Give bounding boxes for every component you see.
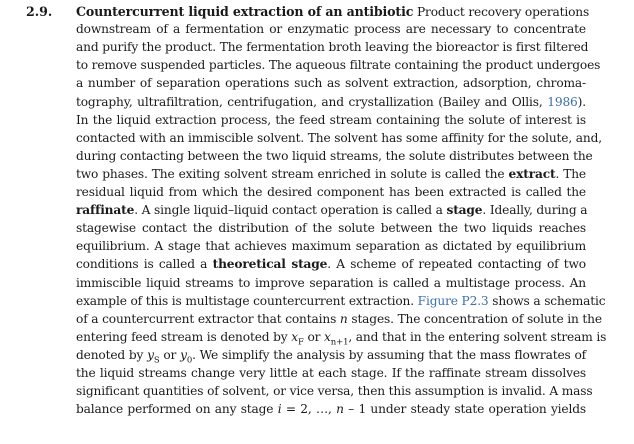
text-run: 0 <box>186 355 193 366</box>
text-run: . A single liquid–liquid contact operation is called a <box>134 203 447 218</box>
text-run: to remove suspended particles. The aqueous filtrate containing the product undergoes <box>76 58 601 73</box>
text-run: – 1 under steady state operation yields <box>343 402 586 417</box>
text-run: contacted with an immiscible solvent. The solvent has some affinity for the solute, and, <box>76 130 602 145</box>
text-run: a number of separation operations such as solvent extraction, adsorption, chroma- <box>76 76 586 91</box>
text-line <box>76 39 589 56</box>
text-run: residual liquid from which the desired component has been extracted is called the <box>76 185 586 199</box>
text-run: x <box>324 329 331 344</box>
text-run: or <box>159 347 181 362</box>
text-line <box>76 238 586 255</box>
text-line <box>76 75 586 92</box>
text-line <box>76 112 586 129</box>
text-run: Product recovery operations <box>413 5 590 19</box>
text-run: downstream of a fermentation or enzymatic process are necessary to concentrate <box>76 22 586 37</box>
text-line <box>76 329 607 348</box>
text-run: two phases. The exiting solvent stream enriched in solute is called the <box>76 166 509 181</box>
text-run: n <box>339 311 348 326</box>
text-run: S <box>153 355 160 366</box>
text-run: extract <box>508 166 556 181</box>
text-run: i <box>277 402 282 417</box>
text-run: y <box>180 347 187 362</box>
text-run: stagewise contact the distribution of the solute between the two liquids reaches <box>76 221 586 236</box>
cross-reference-link[interactable]: Figure P2.3 <box>417 293 489 308</box>
problem-number: 2.9. <box>26 4 53 19</box>
text-run: In the liquid extraction process, the feed stream containing the solute of interest is <box>76 112 586 127</box>
text-line <box>76 383 593 400</box>
text-line <box>76 220 586 237</box>
text-run: F <box>297 337 304 348</box>
text-run: n+1 <box>330 337 349 348</box>
text-line <box>76 130 602 147</box>
text-line <box>76 3 590 21</box>
text-run: y <box>147 347 154 362</box>
text-run: equilibrium. A stage that achieves maximum separation as dictated by equilibrium <box>76 239 586 254</box>
text-line <box>76 311 602 328</box>
text-run: = 2, …, <box>281 402 337 417</box>
text-run: theoretical stage <box>212 257 328 272</box>
text-line <box>76 401 586 418</box>
text-run: during contacting between the two liquid streams, the solute distributes between the <box>76 148 593 163</box>
text-run: and purify the product. The fermentation broth leaving the bioreactor is first filtered <box>76 40 589 55</box>
text-run: x <box>291 329 298 344</box>
text-run: . The <box>555 166 586 181</box>
text-line <box>76 347 586 364</box>
text-run: or <box>303 329 325 344</box>
text-run: entering feed stream is denoted by <box>76 329 292 344</box>
text-run: example of this is multistage countercurrent extraction. <box>76 293 418 308</box>
text-line <box>76 94 586 111</box>
text-run: , and that in the entering solvent stream is <box>348 329 607 344</box>
text-run: of a countercurrent extractor that contains <box>76 311 340 326</box>
text-run: balance performed on any stage <box>76 402 278 417</box>
text-run: stages. The concentration of solute in the <box>347 311 602 326</box>
text-line <box>76 293 606 310</box>
text-run: significant quantities of solvent, or vice versa, then this assumption is invalid. A mass <box>76 384 593 399</box>
text-line <box>76 184 586 201</box>
text-run: the liquid streams change very little at each stage. If the raffinate stream dissolves <box>76 366 586 380</box>
cross-reference-link[interactable]: 1986 <box>547 94 578 109</box>
text-run: . We simplify the analysis by assuming that the mass flowrates of <box>192 347 586 362</box>
text-run: conditions is called a <box>76 257 213 272</box>
text-run: immiscible liquid streams to improve separation is called a multistage process. An <box>76 275 586 290</box>
problem-title: Countercurrent liquid extraction of an antibiotic <box>76 4 414 19</box>
text-run: denoted by <box>76 347 148 362</box>
text-run: stage <box>446 203 483 218</box>
text-run: tography, ultrafiltration, centrifugation, and crystallization (Bailey and Ollis, <box>76 94 548 109</box>
text-line <box>76 275 586 292</box>
text-line <box>76 148 593 165</box>
text-line <box>76 57 601 74</box>
text-line <box>76 256 586 273</box>
text-run: n <box>336 402 344 417</box>
text-line <box>76 365 586 382</box>
text-line <box>76 202 586 219</box>
text-run: . A scheme of repeated contacting of two <box>327 257 586 272</box>
text-line <box>76 166 586 183</box>
text-line <box>76 21 586 38</box>
text-run: . Ideally, during a <box>482 203 588 218</box>
text-run: ). <box>577 94 586 109</box>
text-run: raffinate <box>76 203 135 218</box>
text-run: shows a schematic <box>488 293 606 308</box>
